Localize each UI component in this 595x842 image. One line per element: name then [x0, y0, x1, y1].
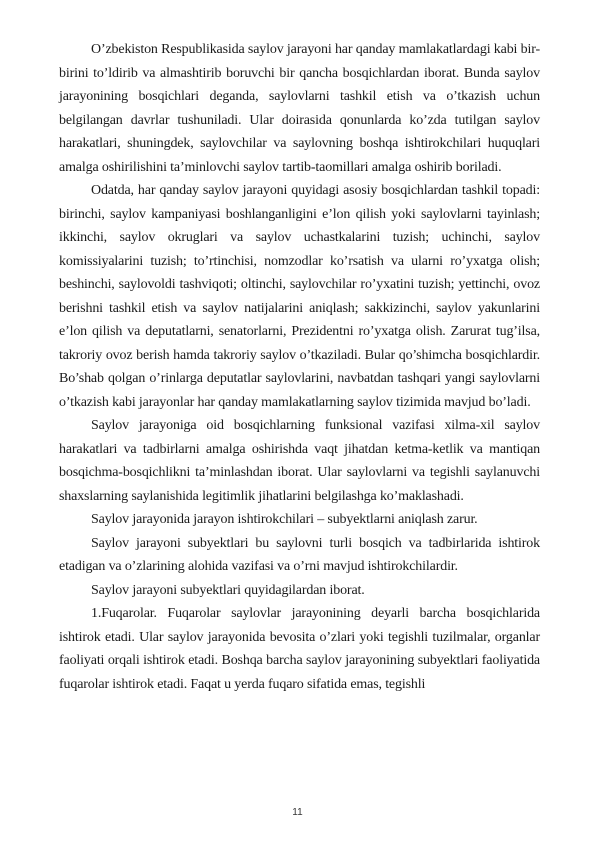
page-number: 11	[292, 807, 303, 818]
paragraph: 1.Fuqarolar. Fuqarolar saylovlar jarayonining deyarli barcha bosqichlarida ishtirok etadi. Ular saylov jarayonida bevosita o’zlari yoki tegishli tuzilmalar, organlar faoliyati orqali ishtirok etadi. Boshqa barcha saylov jarayonining subyektlari faoliyatida fuqarolar ishtirok etadi. Faqat u yerda fuqaro sifatida emas, tegishli	[59, 606, 540, 692]
document-page	[59, 38, 540, 696]
paragraph: Saylov jarayonida jarayon ishtirokchilari – subyektlarni aniqlash zarur.	[91, 512, 478, 527]
paragraph: Saylov jarayoni subyektlari bu saylovni turli bosqich va tadbirlarida ishtirok etadigan va o’zlarining alohida vazifasi va o’rni mavjud ishtirokchilardir.	[59, 535, 540, 574]
paragraph: O’zbekiston Respublikasida saylov jarayoni har qanday mamlakatlardagi kabi bir-birini to’ldirib va almashtirib boruvchi bir qancha bosqichlardan iborat. Bunda saylov jarayonining bosqichlari deganda, saylovlarni tashkil etish va o’tkazish uchun belgilangan davrlar tushuniladi. Ular doirasida qonunlarda ko’zda tutilgan saylov harakatlari, shuningdek, saylovchilar va saylovning boshqa ishtirokchilari huquqlari amalga oshirilishini ta’minlovchi saylov tartib-taomillari amalga oshirib boriladi.	[59, 42, 540, 175]
paragraph: Saylov jarayoni subyektlari quyidagilardan iborat.	[91, 582, 365, 598]
paragraph: Odatda, har qanday saylov jarayoni quyidagi asosiy bosqichlardan tashkil topadi: birinchi, saylov kampaniyasi boshlanganligini e’lon qilish yoki saylovlarni tayinlash; ikkinchi, saylov okruglari va saylov uchastkalarini tuzish; uchinchi, saylov komissiyalarini tuzish; to’rtinchisi, nomzodlar ko’rsatish va ularni ro’yxatga olish; beshinchi, saylovoldi tashviqoti; oltinchi, saylovchilar ro’yxatini tuzish; yettinchi, ovoz berishni tashkil etish va saylov natijalarini aniqlash; sakkizinchi, saylov yakunlarini e’lon qilish va deputatlarni, senatorlarni, Prezidentni ro’yxatga olish. Zarurat tug’ilsa, takroriy ovoz berish hamda takroriy saylov o’tkaziladi. Bular qo’shimcha bosqichlardir. Bo’shab qolgan o’rinlarga deputatlar saylovlarini, navbatdan tashqari yangi saylovlarni o’tkazish kabi jarayonlar har qanday mamlakatlarning saylov tizimida mavjud bo’ladi.	[59, 183, 540, 410]
paragraph: Saylov jarayoniga oid bosqichlarning funksional vazifasi xilma-xil saylov harakatlari va tadbirlarni amalga oshirishda vaqt jihatdan ketma-ketlik va mantiqan bosqichma-bosqichlikni ta’minlashdan iborat. Ular saylovlarni va tegishli saylanuvchi shaxslarning saylanishida legitimlik jihatlarini belgilashga ko’maklashadi.	[59, 418, 540, 504]
